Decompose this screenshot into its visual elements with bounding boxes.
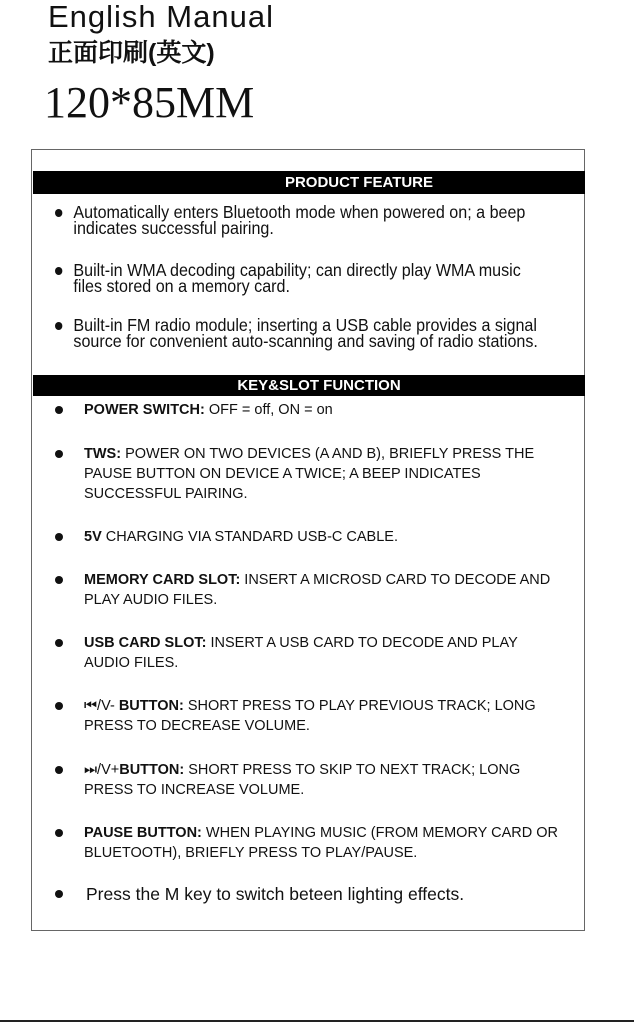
key-label: BUTTON: — [119, 762, 185, 778]
key-text: Press the M key to switch beteen lighting effects. — [86, 884, 465, 904]
key-label: USB CARD SLOT: — [84, 635, 207, 651]
bullet-icon — [55, 702, 63, 710]
title-chinese: 正面印刷(英文) — [48, 39, 215, 67]
previous-volume-down-icon: ⏮/V- — [84, 698, 119, 714]
bullet-icon — [55, 890, 63, 898]
bullet-icon — [55, 267, 62, 275]
bullet-icon — [55, 639, 63, 647]
feature-text: Built-in WMA decoding capability; can directly play WMA music files stored on a memory card. — [73, 260, 521, 296]
key-text: INSERT A USB CARD TO DECODE AND PLAY AUDIO FILES. — [84, 635, 518, 671]
bullet-icon — [55, 533, 63, 541]
key-label: PAUSE BUTTON: — [84, 825, 202, 841]
key-text: OFF = off, ON = on — [204, 402, 333, 418]
bullet-icon — [55, 322, 62, 330]
title-size: 120*85MM — [44, 78, 255, 127]
key-label: 5V — [84, 529, 102, 545]
product-feature-heading: PRODUCT FEATURE — [33, 171, 585, 194]
key-label: TWS: — [84, 446, 122, 462]
key-text: CHARGING VIA STANDARD USB-C CABLE. — [101, 529, 398, 545]
bullet-icon — [55, 576, 63, 584]
key-text: WHEN PLAYING MUSIC (FROM MEMORY CARD OR BLUETOOTH), BRIEFLY PRESS TO PLAY/PAUSE. — [84, 825, 558, 861]
feature-text: Automatically enters Bluetooth mode when powered on; a beep indicates successful pairing. — [73, 202, 526, 238]
key-label: MEMORY CARD SLOT: — [84, 572, 241, 588]
bullet-icon — [55, 450, 63, 458]
feature-text: Built-in FM radio module; inserting a USB cable provides a signal source for convenient auto-scanning and saving of radio stations. — [73, 315, 538, 351]
bullet-icon — [55, 209, 62, 217]
next-volume-up-icon: ⏭/V+ — [84, 762, 120, 778]
bullet-icon — [55, 829, 63, 837]
bullet-icon — [55, 406, 63, 414]
key-slot-function-heading: KEY&SLOT FUNCTION — [33, 375, 585, 396]
bottom-divider — [0, 1020, 634, 1022]
key-text: POWER ON TWO DEVICES (A AND B), BRIEFLY PRESS THE PAUSE BUTTON ON DEVICE A TWICE; A BEEP INDICATES SUCCESSFUL PAIRING. — [84, 446, 535, 502]
key-text: INSERT A MICROSD CARD TO DECODE AND PLAY AUDIO FILES. — [84, 572, 551, 608]
key-text: SHORT PRESS TO PLAY PREVIOUS TRACK; LONG PRESS TO DECREASE VOLUME. — [84, 698, 536, 734]
key-text: SHORT PRESS TO SKIP TO NEXT TRACK; LONG PRESS TO INCREASE VOLUME. — [84, 762, 521, 798]
key-label: BUTTON: — [118, 698, 184, 714]
bullet-icon — [55, 766, 63, 774]
key-label: POWER SWITCH: — [84, 402, 205, 418]
title-english: English Manual — [48, 0, 274, 34]
